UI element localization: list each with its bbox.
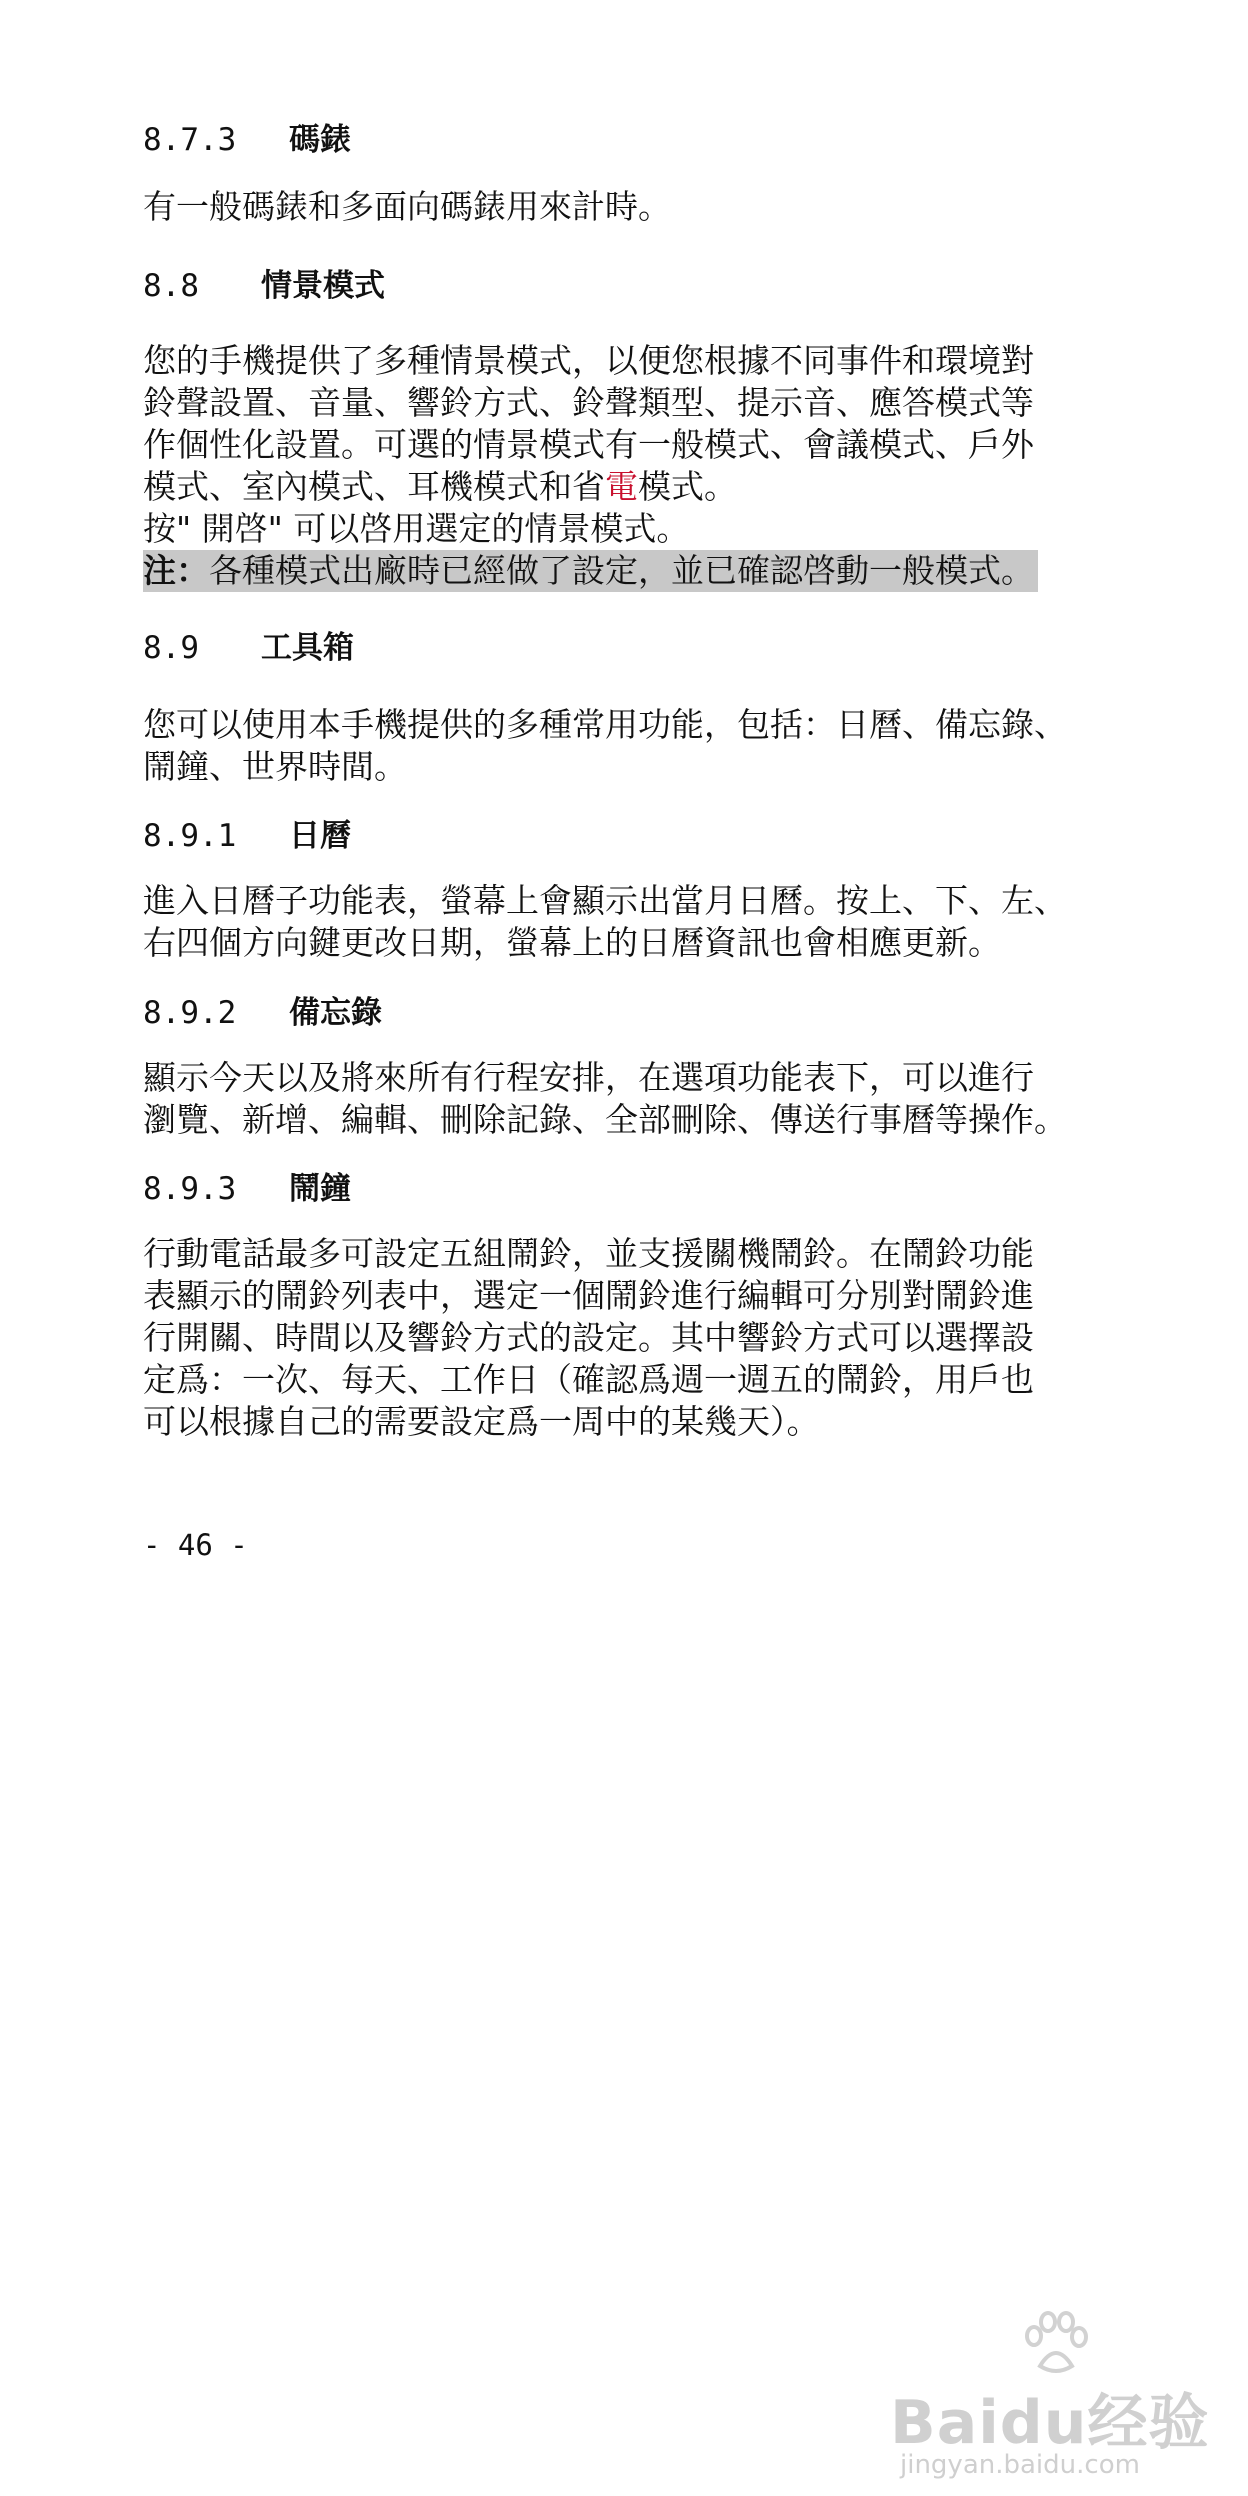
paragraph-stopwatch bbox=[143, 186, 1143, 228]
line-text: 模式。 bbox=[638, 467, 737, 506]
section-number: 8.9.3 bbox=[143, 1171, 237, 1207]
paragraph-line: 鈴聲設置、音量、響鈴方式、鈴聲類型、提示音、應答模式等 bbox=[143, 383, 1034, 422]
paragraph-alarm bbox=[143, 1233, 1143, 1443]
note-line bbox=[143, 550, 1143, 592]
paragraph-line: 鬧鐘、世界時間。 bbox=[143, 747, 407, 786]
paragraph-line: 有一般碼錶和多面向碼錶用來計時。 bbox=[143, 187, 671, 226]
section-heading-8-9-2 bbox=[143, 993, 382, 1033]
section-heading-8-9-3 bbox=[143, 1169, 351, 1209]
section-number: 8.9.1 bbox=[143, 818, 237, 854]
baidu-watermark bbox=[890, 2310, 1210, 2490]
paragraph-line: 行動電話最多可設定五組鬧鈴，並支援關機鬧鈴。在鬧鈴功能 bbox=[143, 1234, 1034, 1273]
page-number: - 46 - bbox=[143, 1528, 248, 1562]
section-title: 日曆 bbox=[289, 818, 351, 854]
paragraph-line: 進入日曆子功能表，螢幕上會顯示出當月日曆。按上、下、左、 bbox=[143, 881, 1067, 920]
paragraph-line: 表顯示的鬧鈴列表中，選定一個鬧鈴進行編輯可分別對鬧鈴進 bbox=[143, 1276, 1034, 1315]
section-heading-8-9-1 bbox=[143, 816, 351, 856]
paragraph-line: 顯示今天以及將來所有行程安排，在選項功能表下，可以進行 bbox=[143, 1058, 1034, 1097]
paragraph-line: 您的手機提供了多種情景模式，以便您根據不同事件和環境對 bbox=[143, 341, 1034, 380]
note-label: 注： bbox=[143, 551, 209, 590]
paragraph-line: 作個性化設置。可選的情景模式有一般模式、會議模式、戶外 bbox=[143, 425, 1034, 464]
note-text: 各種模式出廠時已經做了設定，並已確認啓動一般模式。 bbox=[209, 551, 1034, 590]
section-title: 工具箱 bbox=[261, 630, 354, 666]
paragraph-line: 您可以使用本手機提供的多種常用功能，包括：日曆、備忘錄、 bbox=[143, 705, 1067, 744]
line-text: 模式、室內模式、耳機模式和省 bbox=[143, 467, 605, 506]
red-character: 電 bbox=[605, 467, 638, 506]
paragraph-line: 瀏覽、新增、編輯、刪除記錄、全部刪除、傳送行事曆等操作。 bbox=[143, 1100, 1067, 1139]
section-heading-8-9 bbox=[143, 628, 354, 668]
watermark-logo: Baidu经验 bbox=[890, 2388, 1210, 2458]
paragraph-line: 定爲：一次、每天、工作日（確認爲週一週五的鬧鈴，用戶也 bbox=[143, 1360, 1034, 1399]
section-number: 8.9 bbox=[143, 630, 199, 666]
section-heading-8-8 bbox=[143, 266, 385, 306]
section-title: 情景模式 bbox=[261, 268, 385, 304]
paragraph-line: 可以根據自己的需要設定爲一周中的某幾天）。 bbox=[143, 1402, 820, 1441]
section-title: 碼錶 bbox=[289, 122, 351, 158]
section-title: 鬧鐘 bbox=[289, 1171, 351, 1207]
section-title: 備忘錄 bbox=[289, 995, 382, 1031]
paragraph-calendar bbox=[143, 880, 1143, 964]
section-number: 8.8 bbox=[143, 268, 199, 304]
section-heading-8-7-3 bbox=[143, 120, 351, 160]
note-highlight bbox=[143, 550, 1038, 592]
paragraph-line: 行開關、時間以及響鈴方式的設定。其中響鈴方式可以選擇設 bbox=[143, 1318, 1034, 1357]
paw-icon bbox=[1020, 2310, 1090, 2380]
paragraph-memo bbox=[143, 1057, 1143, 1141]
watermark-url: jingyan.baidu.com bbox=[900, 2450, 1140, 2480]
section-number: 8.7.3 bbox=[143, 122, 237, 158]
paragraph-profiles bbox=[143, 340, 1143, 592]
section-number: 8.9.2 bbox=[143, 995, 237, 1031]
paragraph-line bbox=[143, 466, 1143, 508]
paragraph-tools bbox=[143, 704, 1143, 788]
paragraph-line: 右四個方向鍵更改日期，螢幕上的日曆資訊也會相應更新。 bbox=[143, 923, 1001, 962]
paragraph-line: 按" 開啓" 可以啓用選定的情景模式。 bbox=[143, 509, 690, 548]
